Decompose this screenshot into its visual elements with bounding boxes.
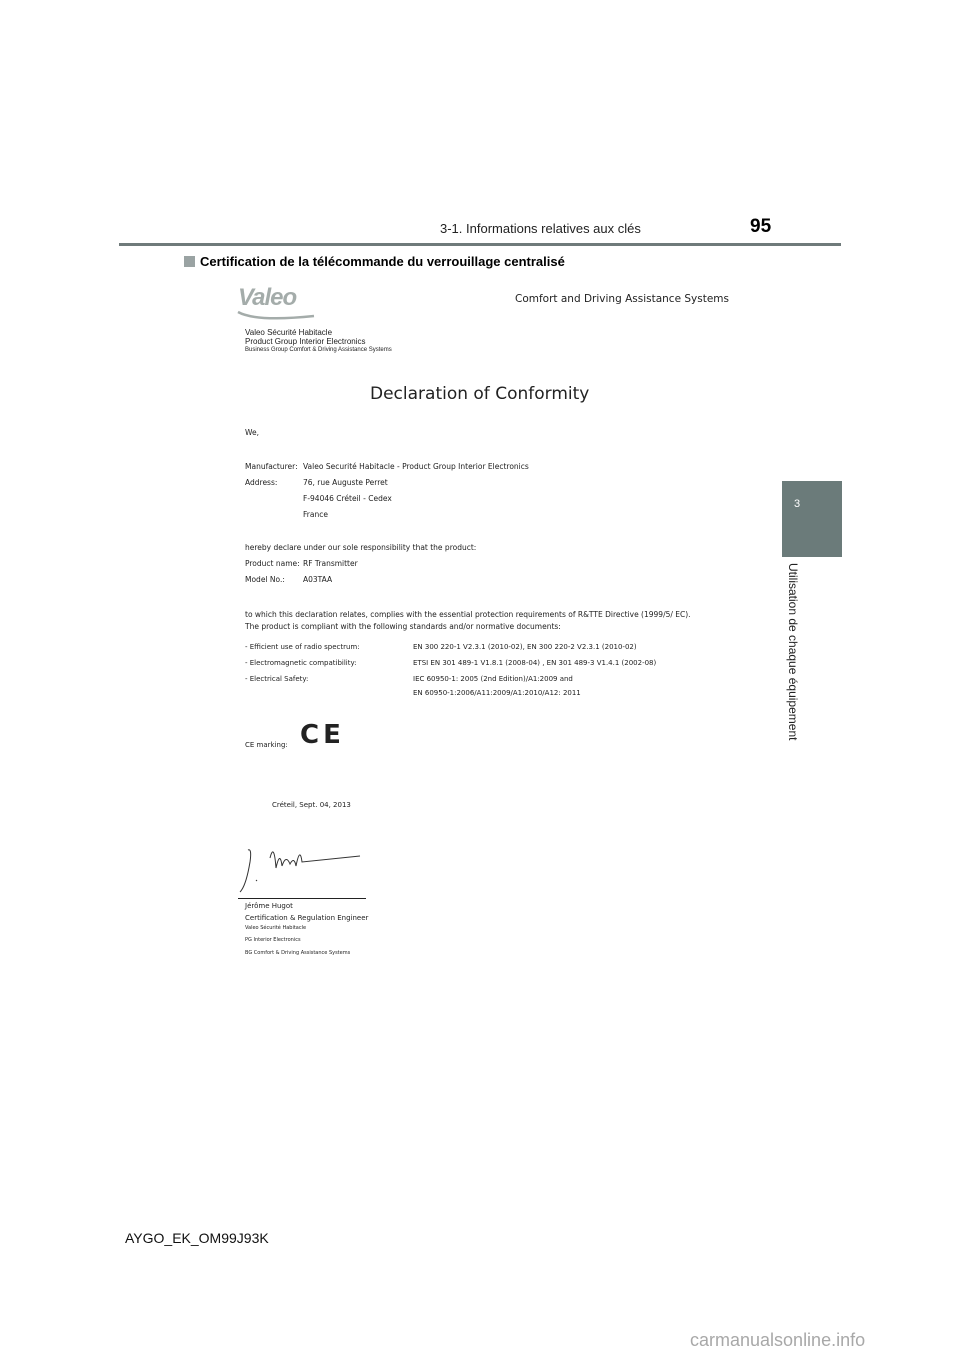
standard-value: EN 60950-1:2006/A11:2009/A1:2010/A12: 2011 bbox=[413, 689, 581, 697]
square-bullet-icon bbox=[184, 256, 195, 267]
directive-text: The product is compliant with the following standards and/or normative documents: bbox=[245, 622, 561, 631]
ce-mark-icon: CE bbox=[300, 720, 345, 750]
signature-line bbox=[238, 898, 366, 899]
doc-tagline: Comfort and Driving Assistance Systems bbox=[515, 293, 729, 305]
signer-org: PG Interior Electronics bbox=[245, 937, 301, 943]
header-divider bbox=[119, 243, 841, 246]
valeo-logo-text: Valeo bbox=[238, 284, 297, 311]
doc-title: Declaration of Conformity bbox=[370, 384, 590, 404]
declare-text: hereby declare under our sole responsibility that the product: bbox=[245, 543, 477, 552]
valeo-logo bbox=[238, 284, 296, 312]
document-code: AYGO_EK_OM99J93K bbox=[125, 1230, 269, 1246]
section-heading bbox=[184, 254, 565, 269]
model-label: Model No.: bbox=[245, 575, 285, 584]
header-section-title: 3-1. Informations relatives aux clés bbox=[440, 221, 641, 236]
manufacturer-label: Manufacturer: bbox=[245, 462, 298, 471]
chapter-number: 3 bbox=[794, 498, 801, 510]
signer-title: Certification & Regulation Engineer bbox=[245, 914, 369, 922]
address-label: Address: bbox=[245, 478, 278, 487]
company-line: Valeo Sécurité Habitacle bbox=[245, 328, 333, 337]
product-name-label: Product name: bbox=[245, 559, 300, 568]
directive-text: to which this declaration relates, complies with the essential protection requirements of R&TTE Directive (1999/5/ EC). bbox=[245, 610, 691, 619]
standard-label: - Electrical Safety: bbox=[245, 675, 309, 683]
standard-value: EN 300 220-1 V2.3.1 (2010-02), EN 300 220-2 V2.3.1 (2010-02) bbox=[413, 643, 637, 651]
page-number: 95 bbox=[750, 216, 772, 237]
address-line: F-94046 Créteil - Cedex bbox=[303, 494, 392, 503]
company-line: Product Group Interior Electronics bbox=[245, 337, 366, 346]
watermark[interactable]: carmanualsonline.info bbox=[690, 1330, 866, 1350]
chapter-label bbox=[786, 563, 806, 763]
company-line: Business Group Comfort & Driving Assistance Systems bbox=[245, 347, 392, 353]
standard-label: - Efficient use of radio spectrum: bbox=[245, 643, 360, 651]
standard-label: - Electromagnetic compatibility: bbox=[245, 659, 357, 667]
place-date: Créteil, Sept. 04, 2013 bbox=[272, 801, 351, 809]
address-line: 76, rue Auguste Perret bbox=[303, 478, 388, 487]
we-text: We, bbox=[245, 428, 259, 437]
declaration-document bbox=[230, 280, 730, 970]
standard-value: IEC 60950-1: 2005 (2nd Edition)/A1:2009 and bbox=[413, 675, 573, 683]
chapter-label-text: Utilisation de chaque équipement bbox=[786, 563, 800, 741]
signature-icon bbox=[230, 840, 370, 900]
manufacturer-value: Valeo Securité Habitacle - Product Group Interior Electronics bbox=[303, 462, 529, 471]
signer-name: Jérôme Hugot bbox=[245, 902, 293, 910]
signer-org: Valeo Sécurité Habitacle bbox=[245, 925, 307, 931]
product-name-value: RF Transmitter bbox=[303, 559, 358, 568]
logo-swoosh-icon bbox=[236, 310, 316, 322]
model-value: A03TAA bbox=[303, 575, 333, 584]
ce-label: CE marking: bbox=[245, 741, 288, 749]
standard-value: ETSI EN 301 489-1 V1.8.1 (2008-04) , EN 301 489-3 V1.4.1 (2002-08) bbox=[413, 659, 657, 667]
address-line: France bbox=[303, 510, 328, 519]
section-heading-text: Certification de la télécommande du verrouillage centralisé bbox=[200, 254, 565, 269]
chapter-tab[interactable] bbox=[782, 481, 842, 557]
signer-org: BG Comfort & Driving Assistance Systems bbox=[245, 950, 351, 956]
